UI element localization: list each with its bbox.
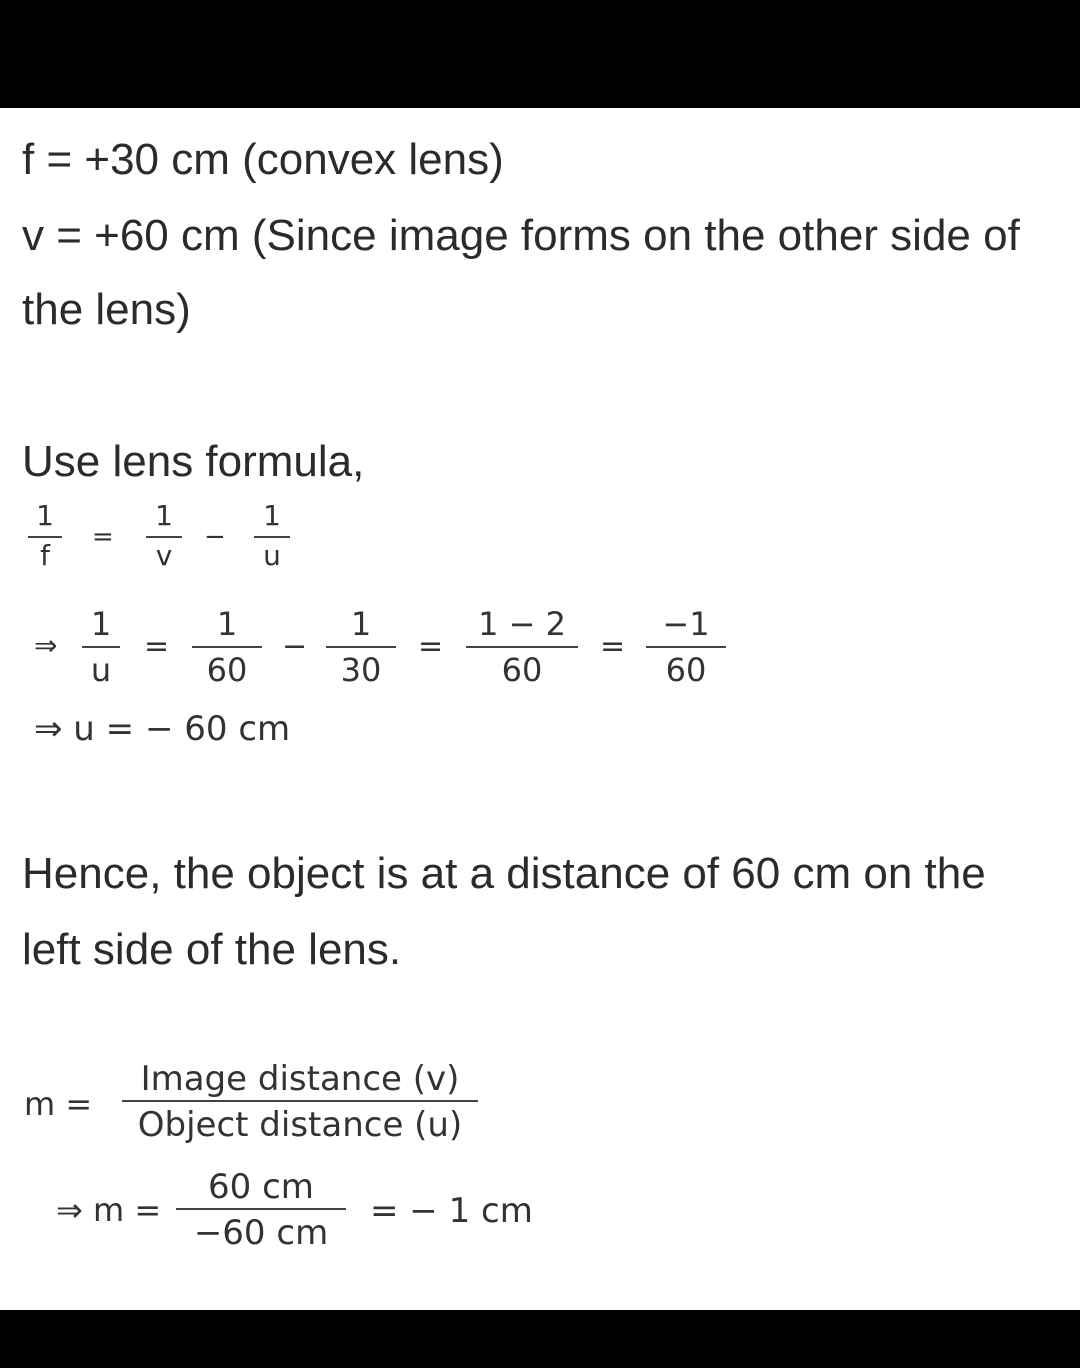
equals-sign: = — [144, 629, 170, 664]
conclusion-line-2: left side of the lens. — [22, 925, 402, 974]
conclusion-line-1: Hence, the object is at a distance of 60 cm on the — [22, 849, 986, 898]
implies-arrow: ⇒ — [34, 629, 58, 662]
lens-formula-heading: Use lens formula, — [22, 437, 365, 486]
fraction-1-minus-2-over-60 — [466, 605, 578, 689]
numerator: 1 — [155, 499, 173, 532]
denominator: u — [263, 539, 281, 572]
fraction-1-over-60 — [192, 605, 262, 689]
fraction-bar — [326, 646, 396, 648]
denominator: Object distance (u) — [137, 1105, 463, 1145]
fraction-bar — [82, 646, 120, 648]
equals-sign: = — [600, 629, 626, 664]
denominator: −60 cm — [193, 1213, 329, 1253]
minus-sign: − — [282, 629, 308, 664]
fraction-bar — [176, 1208, 346, 1210]
equals-sign: = — [92, 522, 114, 552]
bottom-black-bar — [0, 1310, 1080, 1368]
top-black-bar — [0, 0, 1080, 108]
denominator: v — [155, 539, 173, 572]
numerator: 1 — [216, 605, 238, 643]
numerator: 1 − 2 — [478, 605, 566, 643]
given-image-distance: v = +60 cm (Since image forms on the other side of — [22, 211, 1020, 260]
minus-sign: − — [204, 522, 226, 552]
fraction-bar — [122, 1100, 478, 1102]
fraction-bar — [146, 536, 182, 538]
equals-sign: = — [418, 629, 444, 664]
fraction-bar — [192, 646, 262, 648]
fraction-1-over-v — [146, 499, 182, 572]
numerator: 60 cm — [208, 1167, 314, 1207]
given-focal-length: f = +30 cm (convex lens) — [22, 135, 504, 184]
fraction-1-over-u — [254, 499, 290, 572]
fraction-60-over-minus-60 — [176, 1167, 346, 1253]
fraction-bar — [28, 536, 62, 538]
denominator: 60 — [501, 651, 543, 689]
denominator: 60 — [206, 651, 248, 689]
fraction-image-over-object-distance — [122, 1059, 478, 1145]
given-image-distance-cont: the lens) — [22, 285, 191, 334]
fraction-minus-1-over-60 — [646, 605, 726, 689]
numerator: 1 — [263, 499, 281, 532]
fraction-bar — [646, 646, 726, 648]
denominator: f — [40, 539, 50, 572]
denominator: 30 — [340, 651, 382, 689]
denominator: 60 — [665, 651, 707, 689]
numerator: Image distance (v) — [140, 1059, 460, 1099]
fraction-1-over-f — [28, 499, 62, 572]
fraction-1-over-u — [82, 605, 120, 689]
fraction-bar — [466, 646, 578, 648]
result-u: ⇒ u = − 60 cm — [34, 709, 291, 749]
denominator: u — [90, 651, 112, 689]
numerator: 1 — [36, 499, 54, 532]
implies-m-equals: ⇒ m = — [56, 1191, 162, 1229]
numerator: −1 — [662, 605, 710, 643]
numerator: 1 — [350, 605, 372, 643]
fraction-1-over-30 — [326, 605, 396, 689]
m-result-value: = − 1 cm — [370, 1191, 533, 1231]
numerator: 1 — [90, 605, 112, 643]
fraction-bar — [254, 536, 290, 538]
m-equals: m = — [24, 1085, 93, 1123]
